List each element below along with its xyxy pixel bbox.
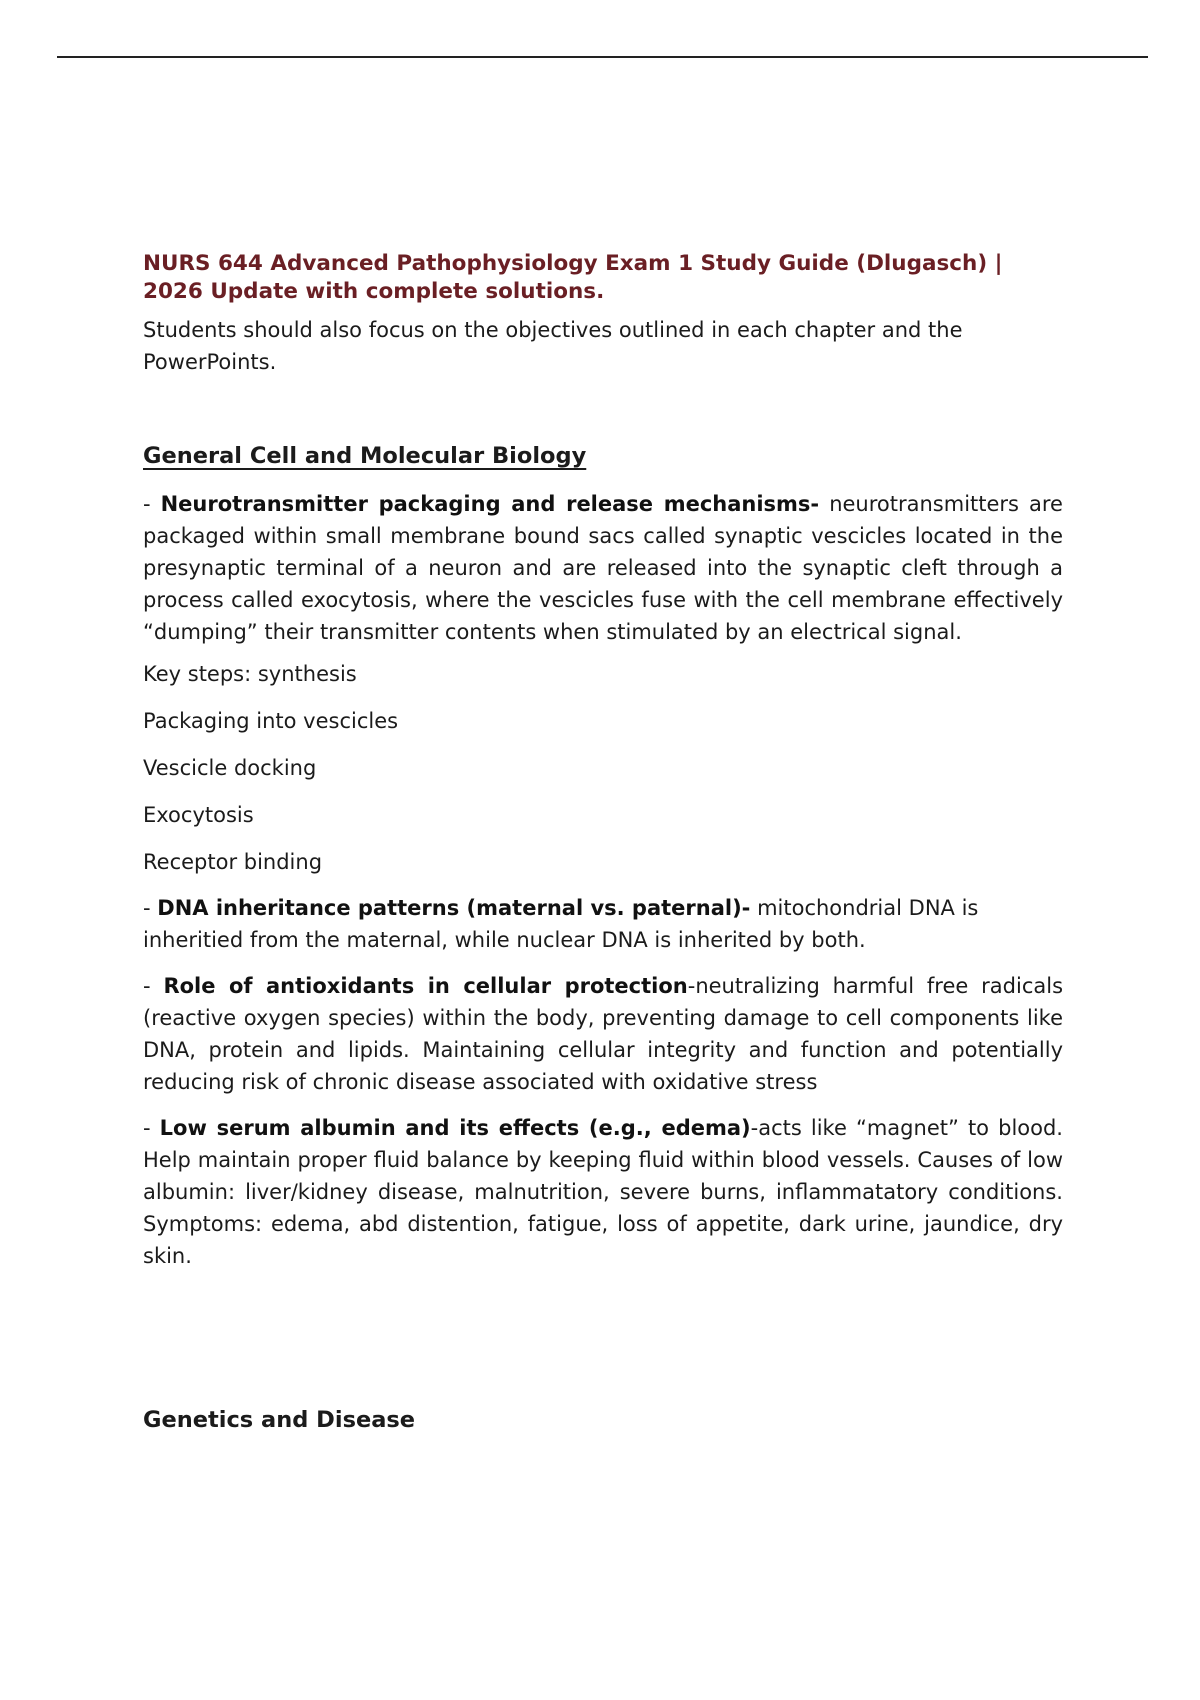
section-heading-cell-biology: General Cell and Molecular Biology xyxy=(143,443,587,469)
item-term-dna-inheritance: DNA inheritance patterns (maternal vs. paternal)- xyxy=(157,896,751,920)
item-term-antioxidants: Role of antioxidants in cellular protection xyxy=(163,974,688,998)
item-body-neurotransmitter: neurotransmitters are packaged within small membrane bound sacs called synaptic vescicles located in the presynaptic terminal of a neuron and are released into the synaptic cleft through a process called exocytosis, where the vescicles fuse with the cell membrane effectively “dumping” their transmitter contents when stimulated by an electrical signal. xyxy=(143,492,1063,644)
key-step-synthesis: Key steps: synthesis xyxy=(143,662,357,686)
item-dna-inheritance xyxy=(143,892,1063,956)
item-body-dna-inheritance: mitochondrial DNA is inheritied from the maternal, while nuclear DNA is inherited by both. xyxy=(143,896,979,952)
document-body xyxy=(143,250,1063,1436)
intro-paragraph: Students should also focus on the objectives outlined in each chapter and the PowerPoints. xyxy=(143,318,963,374)
item-prefix: - xyxy=(143,492,161,516)
item-low-serum-albumin xyxy=(143,1112,1063,1272)
key-step-exocytosis: Exocytosis xyxy=(143,803,254,827)
key-step-docking: Vescicle docking xyxy=(143,756,317,780)
item-prefix: - xyxy=(143,974,164,998)
top-horizontal-rule xyxy=(57,56,1148,58)
key-step-receptor-binding: Receptor binding xyxy=(143,850,323,874)
item-body-antioxidants: -neutralizing harmful free radicals (reactive oxygen species) within the body, preventing damage to cell components like DNA, protein and lipids. Maintaining cellular integrity and function and potentially reducing risk of chronic disease associated with oxidative stress xyxy=(143,974,1064,1094)
section-heading-genetics: Genetics and Disease xyxy=(143,1407,416,1433)
item-prefix: - xyxy=(143,1116,160,1140)
item-neurotransmitter xyxy=(143,488,1063,648)
item-body-low-serum-albumin: -acts like “magnet” to blood. Help maintain proper fluid balance by keeping fluid within blood vessels. Causes of low albumin: liver/kidney disease, malnutrition, severe burns, inflammatatory conditions. Symptoms: edema, abd distention, fatigue, loss of appetite, dark urine, jaundice, dry skin. xyxy=(143,1116,1063,1268)
item-term-neurotransmitter: Neurotransmitter packaging and release mechanisms- xyxy=(160,492,820,516)
item-antioxidants xyxy=(143,970,1063,1098)
item-prefix: - xyxy=(143,896,158,920)
document-title: NURS 644 Advanced Pathophysiology Exam 1 Study Guide (Dlugasch) | 2026 Update with complete solutions. xyxy=(143,251,1003,304)
item-term-low-serum-albumin: Low serum albumin and its effects (e.g., edema) xyxy=(159,1116,751,1140)
key-step-packaging: Packaging into vescicles xyxy=(143,709,399,733)
